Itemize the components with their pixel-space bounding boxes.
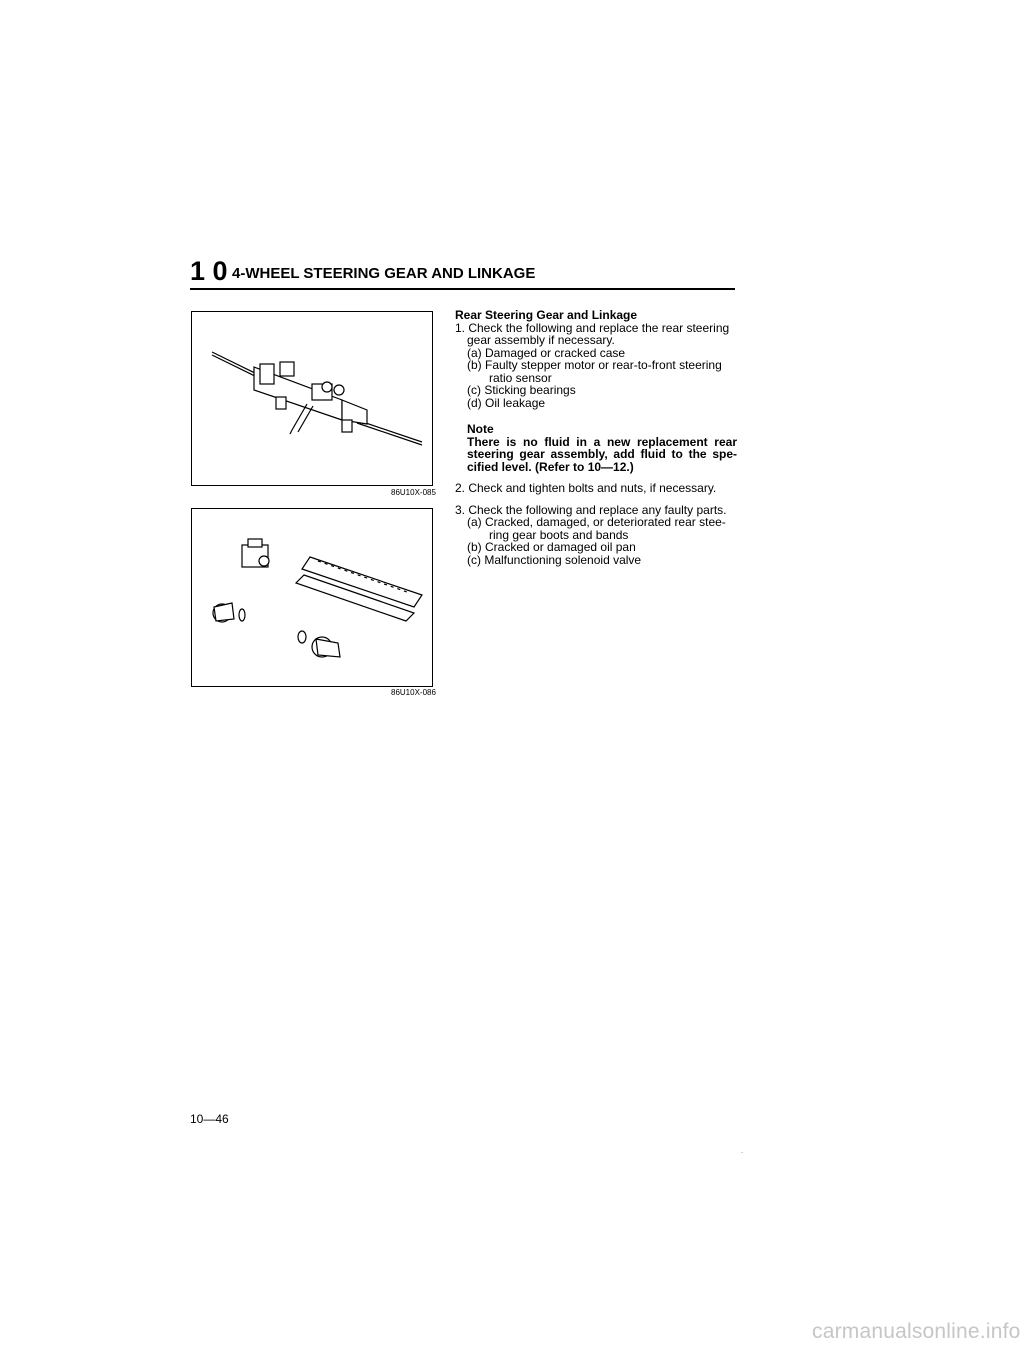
step-3: 3. Check the following and replace any faulty parts. [455,502,727,517]
page-header [190,256,735,290]
step-1-sub-b: (b) Faulty stepper motor or rear-to-front steering ratio sensor [467,358,722,385]
section-title: 4-WHEEL STEERING GEAR AND LINKAGE [232,265,536,282]
step-1-sub-d: (d) Oil leakage [467,395,546,410]
step-3-sub-a: (a) Cracked, damaged, or deteriorated rear stee-ring gear boots and bands [467,515,726,542]
figure-parts [191,508,433,687]
step-1: 1. Check the following and replace the rear steering gear assembly if necessary. [455,320,730,347]
note-body: There is no fluid in a new replacement rear steering gear assembly, add fluid to the spe-cified level. (Refer to 10—12.) [467,434,737,474]
body-text [455,309,737,566]
steering-gear-illustration [192,312,432,485]
step-3-sub-b: (b) Cracked or damaged oil pan [467,540,636,554]
page-number: 10—46 [190,1112,229,1126]
figure-steering-gear-assembly [191,311,433,486]
step-1-sub-c: (c) Sticking bearings [467,383,576,397]
step-3-sub-c: (c) Malfunctioning solenoid valve [467,552,642,567]
header-rule [190,288,735,290]
parts-illustration [192,509,432,686]
note-heading: Note [467,422,494,436]
step-1-sub-a: (a) Damaged or cracked case [467,345,626,360]
step-2: 2. Check and tighten bolts and nuts, if necessary. [455,481,717,495]
figure-code: 86U10X-085 [391,488,436,497]
section-heading: Rear Steering Gear and Linkage [455,308,638,322]
page-mark: - [741,1150,743,1156]
watermark: carmanualsonline.info [812,1320,1021,1343]
figure-code: 86U10X-086 [391,688,436,697]
section-number: 1 0 [190,256,228,286]
